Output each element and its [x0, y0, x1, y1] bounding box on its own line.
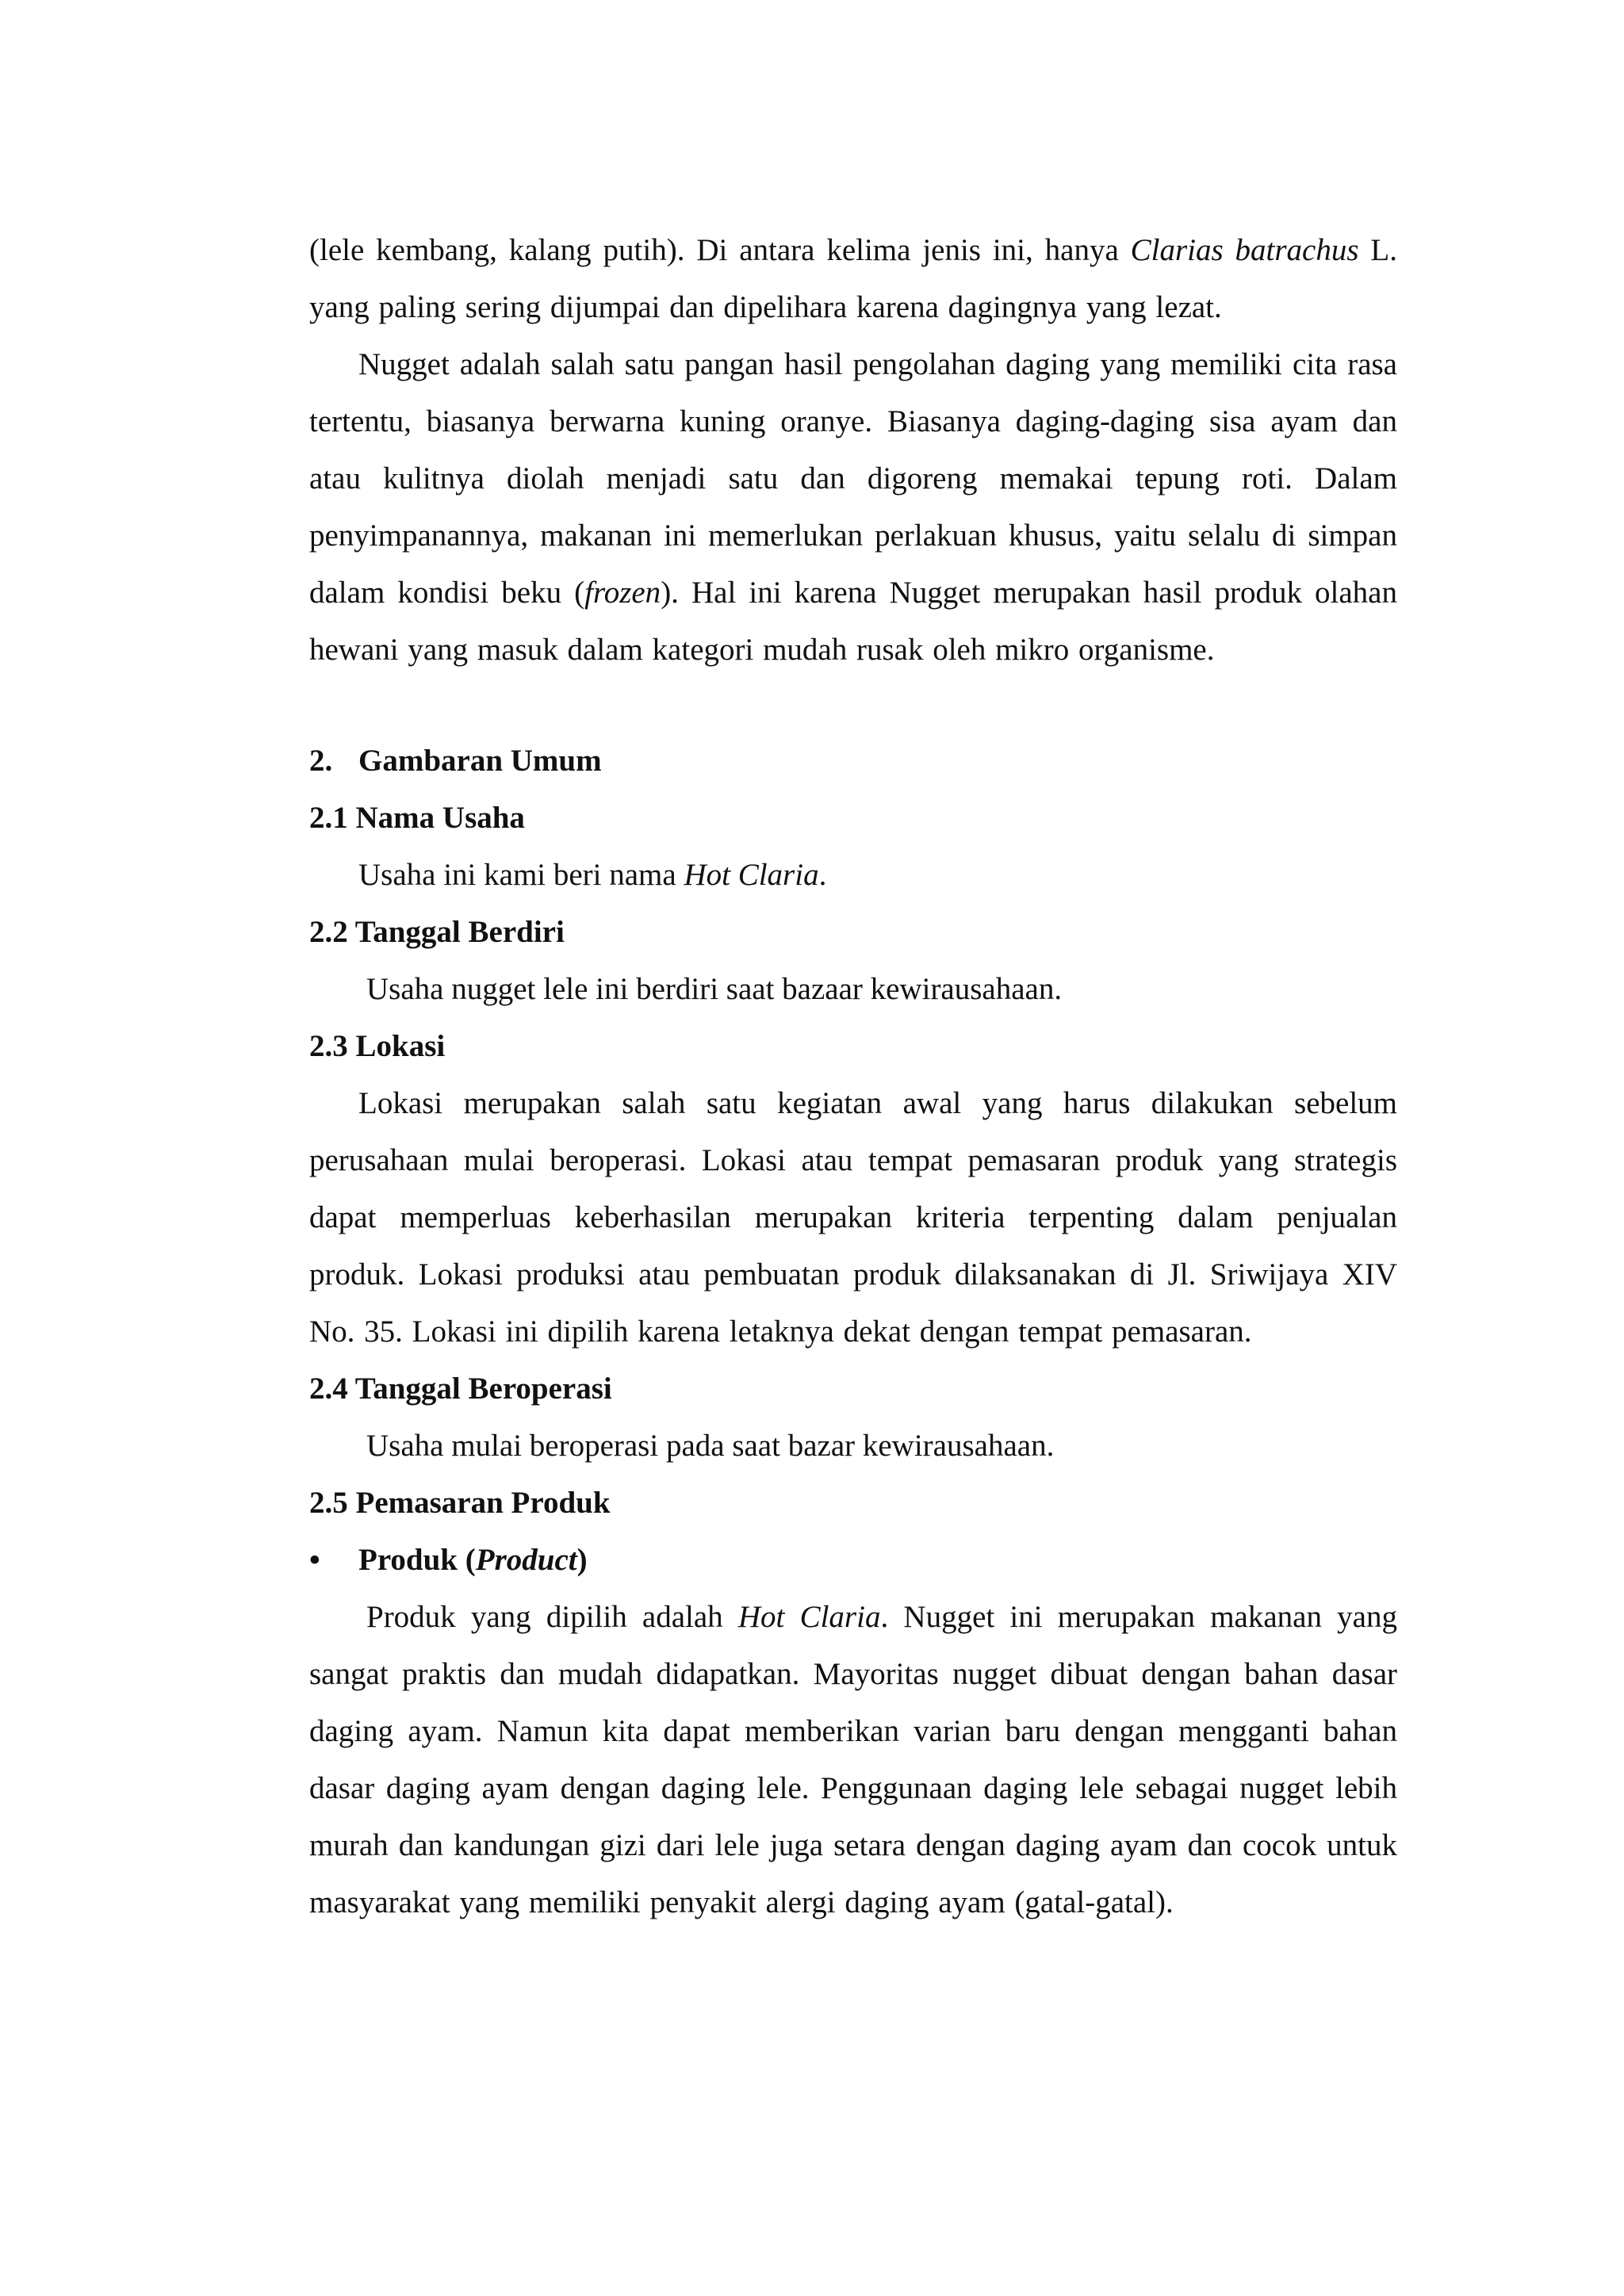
intro-paragraph-2	[309, 336, 1397, 679]
section-2-1-heading: 2.1 Nama Usaha	[309, 801, 525, 835]
section-2-1-text	[309, 847, 1397, 904]
bullet-text-b: )	[576, 1543, 588, 1577]
intro-p1-text-b: L. yang paling sering dijumpai dan dipelihara karena dagingnya yang lezat.	[309, 233, 1397, 324]
section-2-5-text	[309, 1589, 1397, 1931]
s2-1-text-b: .	[818, 858, 827, 892]
s2-1-italic: Hot Claria	[684, 858, 819, 892]
s2-5-text-a: Produk yang dipilih adalah	[366, 1600, 738, 1634]
s2-5-italic: Hot Claria	[737, 1600, 881, 1634]
intro-p1-italic: Clarias batrachus	[1130, 233, 1359, 267]
s2-1-text-a: Usaha ini kami beri nama	[358, 858, 684, 892]
bullet-icon: •	[309, 1543, 320, 1577]
bullet-produk	[309, 1532, 1397, 1589]
section-2-2-heading: 2.2 Tanggal Berdiri	[309, 915, 565, 949]
intro-p2-italic: frozen	[584, 576, 661, 610]
section-2-3-heading: 2.3 Lokasi	[309, 1029, 446, 1063]
section-2-title: Gambaran Umum	[358, 744, 602, 778]
section-2-2-text: Usaha nugget lele ini berdiri saat bazaar kewirausahaan.	[366, 972, 1063, 1006]
s2-5-text-b: . Nugget ini merupakan makanan yang sangat praktis dan mudah didapatkan. Mayoritas nugget dibuat dengan bahan dasar daging ayam. Namun kita dapat memberikan varian baru dengan mengganti bahan dasar daging ayam dengan daging lele. Penggunaan daging lele sebagai nugget lebih murah dan kandungan gizi dari lele juga setara dengan daging ayam dan cocok untuk masyarakat yang memiliki penyakit alergi daging ayam (gatal-gatal).	[309, 1600, 1397, 1919]
bullet-text-a: Produk (	[358, 1543, 476, 1577]
bullet-italic: Product	[475, 1543, 577, 1577]
intro-p2-text-b: ). Hal ini karena Nugget merupakan hasil produk olahan hewani yang masuk dalam kategori mudah rusak oleh mikro organisme.	[309, 576, 1397, 667]
section-2-4-heading: 2.4 Tanggal Beroperasi	[309, 1372, 612, 1406]
page-content	[309, 222, 1397, 1931]
section-2-5-heading: 2.5 Pemasaran Produk	[309, 1486, 611, 1520]
intro-paragraph-1	[309, 222, 1397, 336]
section-2-number: 2.	[309, 744, 333, 778]
intro-p2-text-a: Nugget adalah salah satu pangan hasil pengolahan daging yang memiliki cita rasa tertentu, biasanya berwarna kuning oranye. Biasanya daging-daging sisa ayam dan atau kulitnya diolah menjadi satu dan digoreng memakai tepung roti. Dalam penyimpanannya, makanan ini memerlukan perlakuan khusus, yaitu selalu di simpan dalam kondisi beku (	[309, 347, 1397, 610]
section-2-3-text: Lokasi merupakan salah satu kegiatan awal yang harus dilakukan sebelum perusahaan mulai beroperasi. Lokasi atau tempat pemasaran produk yang strategis dapat memperluas keberhasilan merupakan kriteria terpenting dalam penjualan produk. Lokasi produksi atau pembuatan produk dilaksanakan di Jl. Sriwijaya XIV No. 35. Lokasi ini dipilih karena letaknya dekat dengan tempat pemasaran.	[309, 1086, 1397, 1349]
intro-p1-text-a: (lele kembang, kalang putih). Di antara kelima jenis ini, hanya	[309, 233, 1131, 267]
section-2-4-text: Usaha mulai beroperasi pada saat bazar kewirausahaan.	[366, 1429, 1055, 1463]
section-2-heading	[309, 733, 1397, 790]
